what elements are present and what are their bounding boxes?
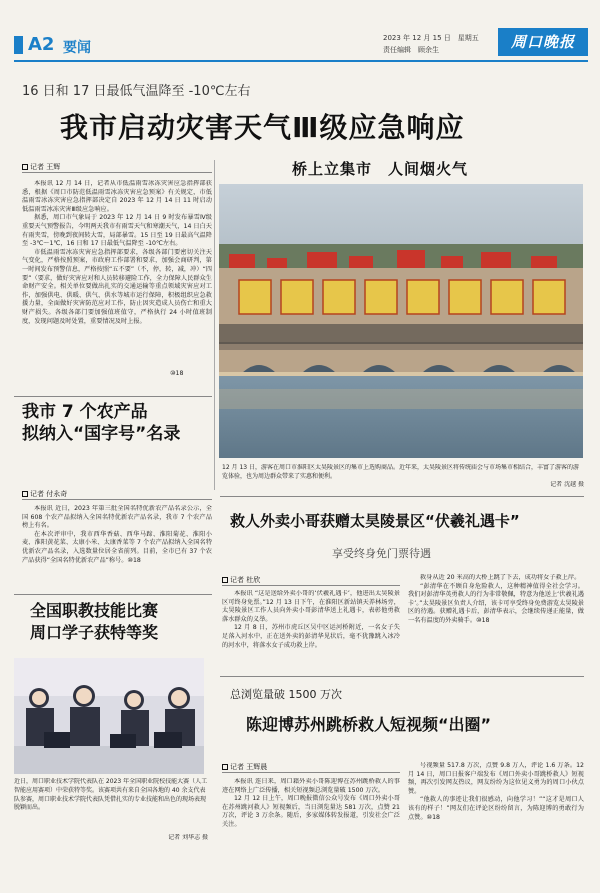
lead-byline: 记者 王辉 (22, 162, 60, 172)
story3-headline: 全国职教技能比赛 周口学子获特等奖 (30, 601, 159, 642)
lead-tail: ⑩18 (170, 370, 184, 377)
photo-feature-caption: 12 月 13 日，游客在周口市淮阳区太昊陵景区的集市上选购商品。近年来，太昊陵景区将传统庙会与市场集市相结合，丰富了游客的游览体验，也为周边群众带来了实惠和便利。 (222, 464, 579, 480)
story4-body-col1: 本报讯 “这是送给外卖小哥的‘伏羲礼遇卡’，他进出太昊陵景区可终身免票。”12 月 13 日下午，在淮阳区新站镇天养林场旁，太昊陵景区工作人员向外卖小哥彭清华送上礼遇卡，表彰他勇救落水群众的义举。 12 月 8 日，苏州市虎丘区吴中区运河桥附近，一名女子失足落入河水中，正在送外卖的彭清华见状后，毫不犹豫跳入冰冷的河水中，将落水女子成功救上岸。 (222, 590, 400, 649)
story5-headline: 陈迎博苏州跳桥救人短视频“出圈” (246, 715, 492, 734)
story4-headline: 救人外卖小哥获赠太昊陵景区“伏羲礼遇卡” (230, 512, 520, 530)
section-name: 要闻 (63, 40, 91, 56)
story4-subhead: 享受终身免门票待遇 (332, 547, 431, 560)
story2-headline: 我市 7 个农产品 拟纳入“国字号”名录 (22, 402, 181, 444)
newspaper-logo: 周口晚报 (498, 28, 588, 56)
market-bridge-photo (219, 184, 583, 458)
issue-date: 2023 年 12 月 15 日 星期五 (383, 34, 479, 42)
photo-feature-credit: 记者 沈越 摄 (550, 481, 584, 488)
byline-rule (222, 772, 400, 773)
byline-rule (22, 172, 212, 173)
story5-body-col1: 本报讯 连日来，周口籍外卖小哥陈迎博在苏州跳桥救人的事迹在网络上广泛传播，相关短视频总浏览量破 1500 万次。 12 月 12 日上午，周口晚报微信公众号发布《周口外卖小哥在苏州跳河救人》短视频后，当日浏览量达 581 万次，点赞 21 万次，评论 3 万余条。随后，多家媒体转发报道，引发社会广泛关注。 (222, 778, 400, 828)
byline-rule (22, 499, 212, 500)
column-divider (214, 160, 215, 490)
photo-feature-title: 桥上立集市 人间烟火气 (292, 160, 469, 178)
story2-top-rule (14, 396, 212, 397)
story3-caption: 近日，周口职业技术学院代表队在 2023 年全国职业院校技能大赛（人工智能应用赛项）中荣获特等奖。该赛项共有来自全国各地的 40 余支代表队参赛，周口职业技术学院代表队凭借扎实的专业技能和出色的现场表现脱颖而出。 (14, 778, 208, 812)
story4-top-rule (220, 496, 584, 497)
story5-kicker: 总浏览量破 1500 万次 (230, 688, 342, 701)
story3-credit: 记者 刘华志 摄 (168, 834, 208, 841)
story2-byline: 记者 付永奇 (22, 489, 67, 499)
section-marker (14, 36, 23, 54)
header-rule (14, 60, 588, 62)
skills-contest-photo (14, 658, 204, 774)
lead-body: 本报讯 12 月 14 日，记者从市低温雨雪冰冻灾害应急指挥部获悉，根据《周口市防范低温雨雪冰冻灾害应急预案》有关规定，市低温雨雪冰冻灾害应急指挥部决定自 2023 年 12 月 14 日 11 时启动低温雨雪冰冻灾害Ⅲ级应急响应。 据悉，周口市气象局于 2023 年 12 月 14 日 9 时发布暴雪Ⅳ级重要天气预警报告，今明两天我市有雨雪天气和寒潮天气，14 日白天有雨夹雪，傍晚到夜间转大雪，局部暴雪。15 日至 19 日最高气温降至 -3℃～1℃，16 日和 17 日最低气温降至 -10℃左右。 市低温雨雪冰冻灾害应急指挥部要求，各级各部门要密切关注天气变化，严格按照预案，市政府工作部署和要求，加强会商研判，第一时间发布预警信息，严格按照“五不要”（不，停，转，减，冲）“四要”（要求，做好灾害应对和人员转移避险工作，全力保障人民群众生命财产安全。相关单位要做出扎实的交通运输等重点领域灾害应对工作，加强供电、供暖、供气、供水等城市运行保障，积极组织应急救援力量，全面做好灾害防范应对工作，防止因灾造成人员伤亡和重大财产损失。各级各部门要加强值班值守，严格执行 24 小时值班制度，发现问题及时处置，重要情况及时上报。 (22, 180, 212, 325)
story5-body-col2: 号视频量 517.8 万次，点赞 9.8 万人，评论 1.6 万条。12 月 14 日，周口日报客户端发布《周口外卖小哥跳桥救人》短视频，再次引发网友热议，网友纷纷为这位见义勇为的周口小伙点赞。 “他救人的事迹让我们很感动，向他学习！”“这才是周口人该有的样子！”网友们在评论区纷纷留言，为陈迎博的勇敢行为点赞。⑩18 (408, 762, 584, 821)
editor-line: 责任编辑 顾余生 (383, 46, 439, 54)
story4-body-col2: 救身从近 20 米高的大桥上跳了下去，成功将女子救上岸。 “彭清华在不顾自身危险救人，这种精神值得全社会学习。我们对彭清华英勇救人的行为非常敬佩，特意为他送上‘伏羲礼遇卡’。”太昊陵景区负责人介绍，该卡可享受终身免费游览太昊陵景区的待遇。获赠礼遇卡后，彭清华表示，会继续传递正能量，做一名有温度的外卖骑手。⑩18 (408, 574, 584, 624)
story5-byline: 记者 王辉晨 (222, 762, 267, 772)
page-number: A2 (28, 34, 55, 55)
byline-rule (222, 585, 400, 586)
story3-top-rule (14, 594, 212, 595)
story5-top-rule (220, 676, 584, 677)
lead-kicker: 16 日和 17 日最低气温降至 -10℃左右 (22, 84, 251, 99)
story4-byline: 记者 杜欣 (222, 575, 260, 585)
story2-body: 本报讯 近日，2023 年第三批全国名特优新农产品名录公示，全国 608 个农产品拟纳入全国名特优新农产品名录，我市 7 个农产品榜上有名。 在本次评审中，我市西华香菇、西华马蹄、淮阳菊花、淮阳小麦、淮阳黄花菜、太康小米、太康香菜等 7 个农产品拟纳入全国名特优新农产品名录，入选数量位居全省前列。目前，全市已有 37 个农产品获得“全国名特优新农产品”称号。⑩18 (22, 505, 212, 564)
lead-headline: 我市启动灾害天气Ⅲ级应急响应 (60, 111, 465, 144)
